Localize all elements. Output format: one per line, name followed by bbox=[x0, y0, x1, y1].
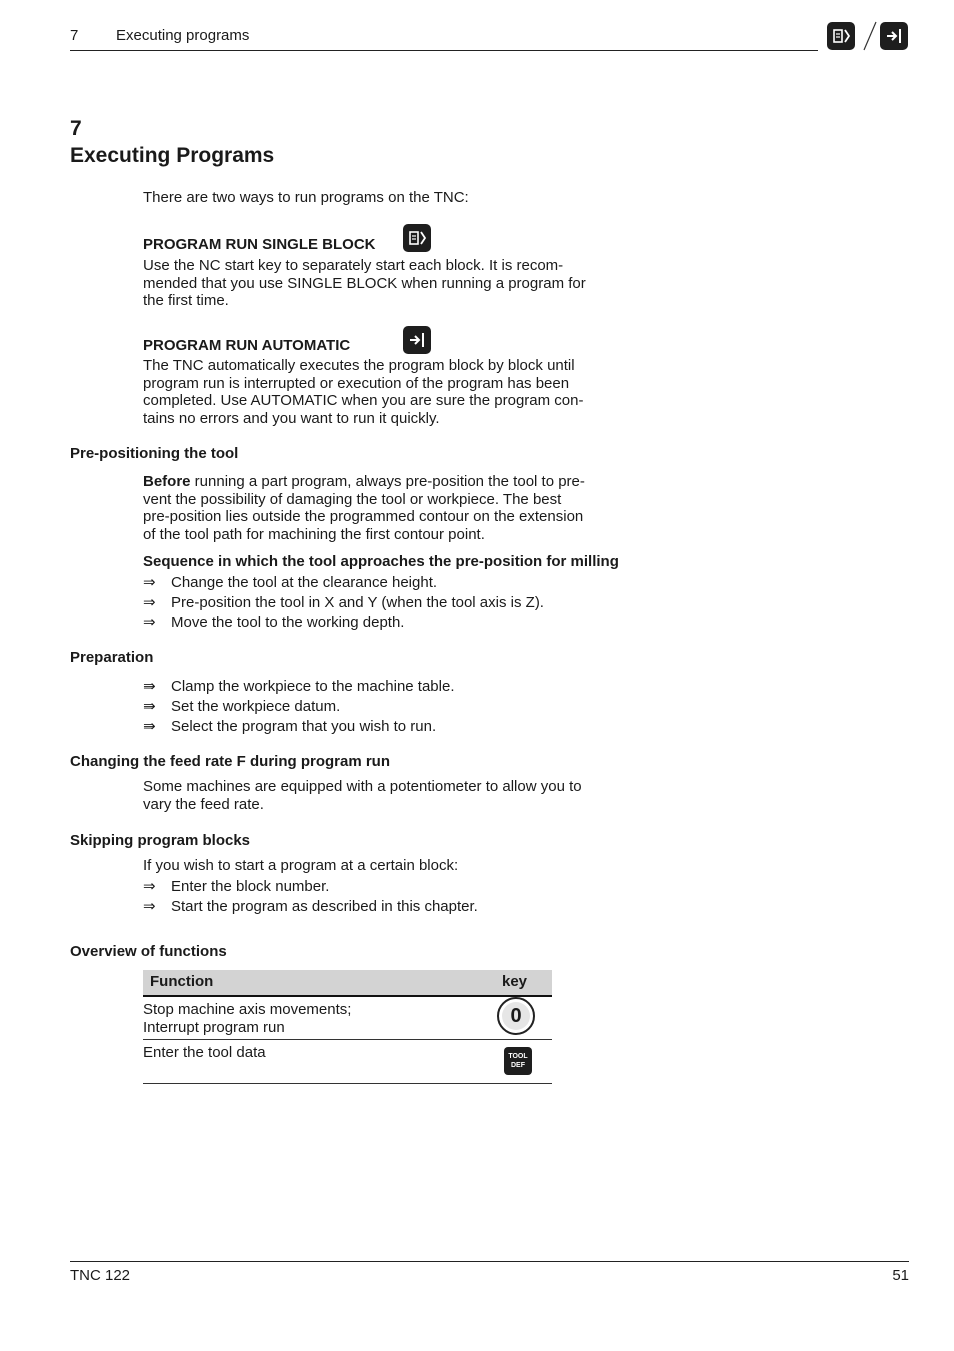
list-item-text: Move the tool to the working depth. bbox=[171, 614, 405, 631]
list-item bbox=[143, 677, 454, 695]
key-label-top: TOOL bbox=[508, 1053, 528, 1060]
table-cell-line: Interrupt program run bbox=[143, 1018, 285, 1036]
text-line: Use the NC start key to separately start each block. It is recom- bbox=[143, 257, 564, 274]
header-chapter-number: 7 bbox=[70, 27, 79, 44]
preparation-heading: Preparation bbox=[70, 649, 154, 666]
header-chapter-title: Executing programs bbox=[116, 27, 250, 44]
column-header-key: key bbox=[502, 973, 528, 990]
text-line: The TNC automatically executes the program block by block until bbox=[143, 357, 575, 374]
text-line: of the tool path for machining the first contour point. bbox=[143, 525, 485, 543]
footer-product: TNC 122 bbox=[70, 1267, 131, 1284]
table-cell-line: Enter the tool data bbox=[143, 1044, 266, 1061]
single-block-title: PROGRAM RUN SINGLE BLOCK bbox=[143, 236, 376, 253]
text-line: Some machines are equipped with a potentiometer to allow you to bbox=[143, 778, 582, 795]
table-row-function bbox=[143, 1044, 266, 1062]
text-line: mended that you use SINGLE BLOCK when running a program for bbox=[143, 274, 586, 292]
page-number: 51 bbox=[892, 1267, 909, 1284]
list-item-text: Change the tool at the clearance height. bbox=[171, 574, 438, 591]
single-block-description bbox=[143, 257, 586, 310]
arrow-icon: ⇒ bbox=[143, 614, 156, 631]
text-line: vent the possibility of damaging the tool or workpiece. The best bbox=[143, 490, 562, 508]
table-header bbox=[143, 970, 552, 997]
arrow-icon: ⇒ bbox=[143, 898, 156, 915]
intro-text: There are two ways to run programs on the TNC: bbox=[143, 189, 469, 206]
text-line bbox=[143, 473, 585, 491]
overview-heading: Overview of functions bbox=[70, 943, 227, 960]
text-line: pre-position lies outside the programmed contour on the extension bbox=[143, 508, 584, 526]
list-item bbox=[143, 877, 329, 895]
bold-before: Before bbox=[143, 473, 191, 490]
slash-divider bbox=[860, 20, 880, 52]
skipping-intro: If you wish to start a program at a certain block: bbox=[143, 857, 459, 874]
functions-table bbox=[143, 970, 552, 1085]
sequence-heading: Sequence in which the tool approaches the pre-position for milling bbox=[143, 553, 619, 570]
feed-heading: Changing the feed rate F during program run bbox=[70, 753, 391, 770]
automatic-description bbox=[143, 357, 583, 427]
table-row-function bbox=[143, 1001, 351, 1036]
automatic-key-icon bbox=[403, 326, 431, 354]
list-item-text: Clamp the workpiece to the machine table. bbox=[171, 678, 455, 695]
list-item bbox=[143, 593, 544, 611]
list-item bbox=[143, 573, 437, 591]
arrow-icon: ⇛ bbox=[143, 698, 156, 715]
arrow-icon: ⇒ bbox=[143, 574, 156, 591]
list-item-text: Start the program as described in this chapter. bbox=[171, 898, 478, 915]
tool-def-key-icon bbox=[504, 1047, 532, 1075]
single-block-key-icon bbox=[403, 224, 431, 252]
prepositioning-heading: Pre-positioning the tool bbox=[70, 445, 239, 462]
list-item bbox=[143, 717, 436, 735]
automatic-title: PROGRAM RUN AUTOMATIC bbox=[143, 337, 351, 354]
arrow-icon: ⇒ bbox=[143, 878, 156, 895]
text-run: running a part program, always pre-position the tool to pre- bbox=[190, 473, 585, 490]
arrow-icon: ⇒ bbox=[143, 594, 156, 611]
prepositioning-text bbox=[143, 473, 585, 543]
list-item-text: Select the program that you wish to run. bbox=[171, 718, 437, 735]
arrow-icon: ⇛ bbox=[143, 718, 156, 735]
stop-key-icon: 0 bbox=[497, 997, 535, 1035]
program-run-single-block-icon bbox=[827, 22, 855, 50]
row-divider bbox=[143, 1083, 552, 1084]
program-run-automatic-icon bbox=[880, 22, 908, 50]
list-item bbox=[143, 613, 404, 631]
list-item-text: Set the workpiece datum. bbox=[171, 698, 341, 715]
text-line: tains no errors and you want to run it quickly. bbox=[143, 409, 440, 427]
row-divider bbox=[143, 1039, 552, 1040]
list-item bbox=[143, 697, 340, 715]
list-item-text: Pre-position the tool in X and Y (when the tool axis is Z). bbox=[171, 594, 544, 611]
skipping-heading: Skipping program blocks bbox=[70, 832, 251, 849]
text-line: program run is interrupted or execution of the program has been bbox=[143, 374, 570, 392]
text-line: vary the feed rate. bbox=[143, 795, 264, 813]
list-item bbox=[143, 897, 478, 915]
feed-text bbox=[143, 778, 582, 813]
text-line: the first time. bbox=[143, 292, 229, 310]
arrow-icon: ⇛ bbox=[143, 678, 156, 695]
chapter-number: 7 bbox=[70, 117, 82, 140]
key-label-bottom: DEF bbox=[511, 1062, 525, 1069]
footer-rule bbox=[70, 1261, 909, 1262]
header-rule bbox=[70, 50, 818, 51]
chapter-title: Executing Programs bbox=[70, 144, 275, 167]
text-line: completed. Use AUTOMATIC when you are sure the program con- bbox=[143, 392, 584, 410]
column-header-function: Function bbox=[150, 973, 214, 990]
table-cell-line: Stop machine axis movements; bbox=[143, 1001, 352, 1018]
list-item-text: Enter the block number. bbox=[171, 878, 330, 895]
